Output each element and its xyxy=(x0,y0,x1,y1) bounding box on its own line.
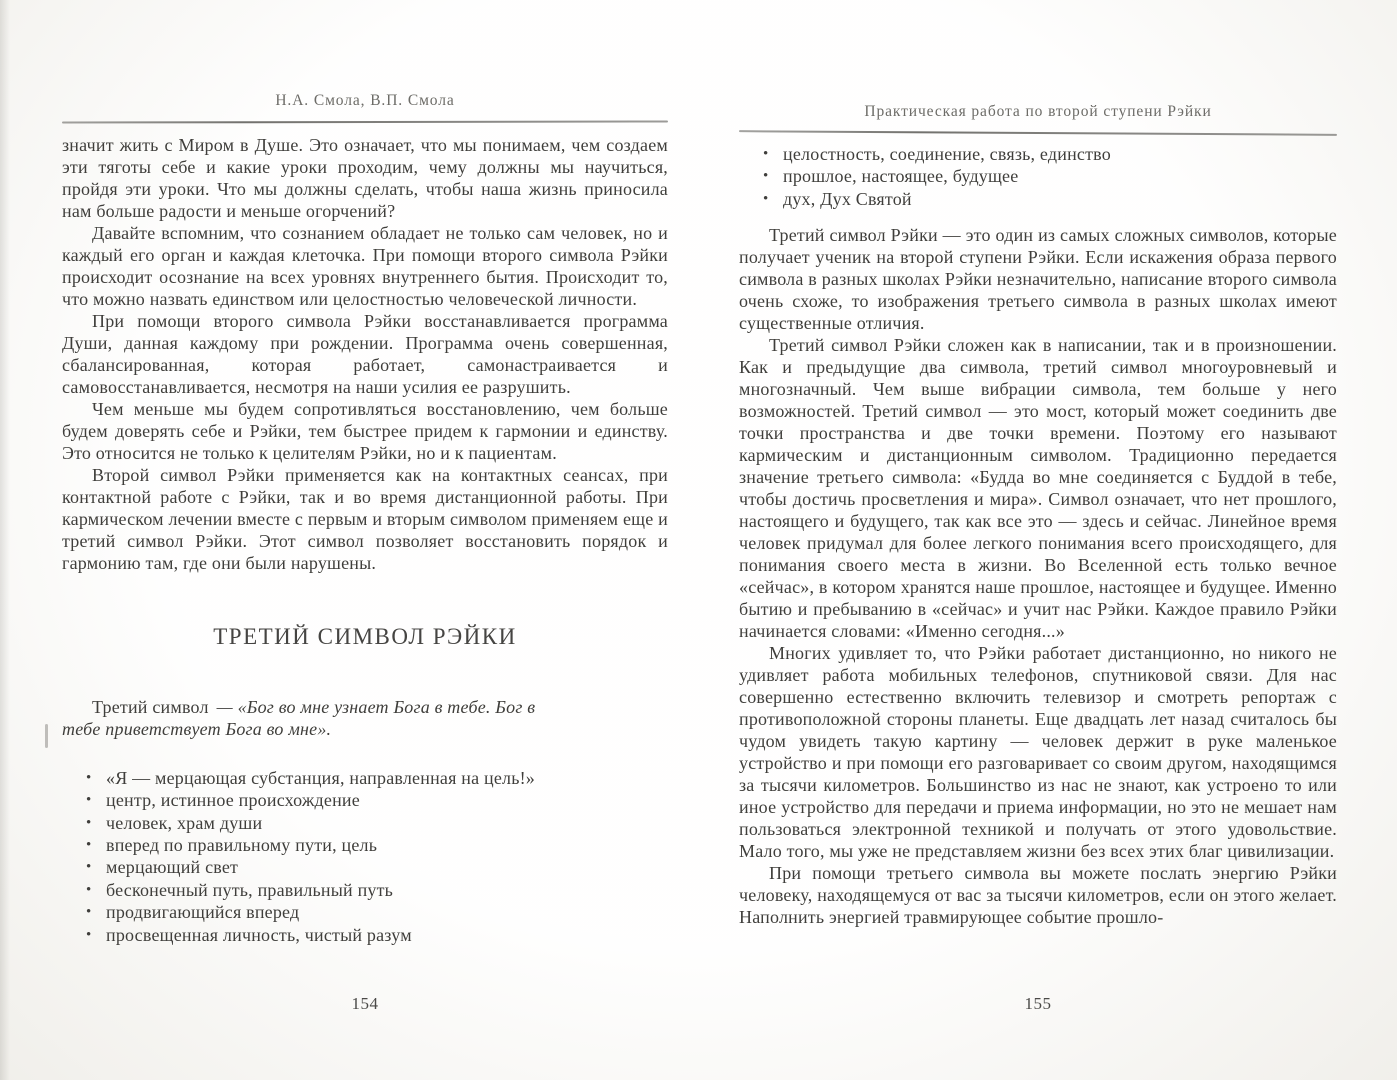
scan-edge-shadow xyxy=(0,0,10,1080)
paragraph: Давайте вспомним, что сознанием обладает не только сам человек, но и каждый его орган и каждая клеточка. При помощи второго символа Рэйки происходит осознание на всех уровнях внутреннего бытия. Происходит то, что можно назвать единством или целостностью человеческой личности. xyxy=(62,223,668,309)
keyword-item: • «Я — мерцающая субстанция, направленная на цель!» xyxy=(62,767,668,789)
keyword-item: • мерцающий свет xyxy=(62,856,668,878)
keyword-item: • вперед по правильному пути, цель xyxy=(62,834,668,856)
paragraph: значит жить с Миром в Душе. Это означает, что мы понимаем, чем создаем эти тяготы себе и какие уроки проходим, чему должны мы научиться, пройдя эти уроки. Что мы должны сделать, чтобы наша жизнь приносила нам больше радости и меньше огорчений? xyxy=(62,135,668,221)
quote-label: Третий символ xyxy=(92,697,209,717)
keyword-item: • целостность, соединение, связь, единство xyxy=(739,143,1337,165)
paragraph: При помощи второго символа Рэйки восстанавливается программа Души, данная каждому при рождении. Программа очень совершенная, сбалансированная, которая работает, самонастраивается и самовосстанавливается, несмотря на наши усилия ее разрушить. xyxy=(62,311,668,397)
left-header-rule xyxy=(62,120,668,123)
section-heading: ТРЕТИЙ СИМВОЛ РЭЙКИ xyxy=(213,624,517,649)
keyword-item: • бесконечный путь, правильный путь xyxy=(62,879,668,901)
right-running-head: Практическая работа по второй ступени Рэйки xyxy=(864,103,1212,120)
keyword-item: • просвещенная личность, чистый разум xyxy=(62,924,668,946)
keyword-item: • человек, храм души xyxy=(62,812,668,834)
right-page xyxy=(739,0,1337,1080)
keyword-list xyxy=(739,143,1337,210)
scan-artifact xyxy=(45,724,48,748)
symbol-quote xyxy=(62,696,567,741)
keyword-item: • продвигающийся вперед xyxy=(62,901,668,923)
keyword-item: • дух, Дух Святой xyxy=(739,188,1337,210)
page-number: 154 xyxy=(351,994,379,1013)
paragraph: Чем меньше мы будем сопротивляться восстановлению, чем больше будем доверять себе и Рэйки, тем быстрее придем к гармонии и единству. Это относится не только к целителям Рэйки, но и к пациентам. xyxy=(62,399,668,463)
left-page xyxy=(62,0,668,1080)
left-running-head: Н.А. Смола, В.П. Смола xyxy=(275,92,455,109)
keyword-item: • прошлое, настоящее, будущее xyxy=(739,165,1337,187)
paragraph: Третий символ Рэйки — это один из самых сложных символов, которые получает ученик на второй ступени Рэйки. Если искажения образа первого символа в разных школах Рэйки незначительно, написание второго символа очень схоже, то изображения третьего символа в разных школах имеют существенные отличия. xyxy=(739,225,1337,334)
right-header-rule xyxy=(739,130,1337,136)
paragraph: Третий символ Рэйки сложен как в написании, так и в произношении. Как и предыдущие два символа, третий символ многоуровневый и многозначный. Чем выше вибрации символа, тем больше у него возможностей. Третий символ — это мост, который может соединить две точки пространства и две точки времени. Поэтому его называют кармическим и дистанционным символом. Традиционно передается значение третьего символа: «Будда во мне соединяется с Буддой в тебе, чтобы достичь просветления и мира». Символ означает, что нет прошлого, настоящего и будущего, так как все это — здесь и сейчас. Линейное время человек придумал для более легкого понимания всего происходящего, для понимания своего места в жизни. Во Вселенной есть только вечное «сейчас», в котором хранятся наше прошлое, настоящее и будущее. Именно бытию и пребыванию в «сейчас» и учит нас Рэйки. Каждое правило Рэйки начинается словами: «Именно сегодня...» xyxy=(739,335,1337,642)
paragraph: Второй символ Рэйки применяется как на контактных сеансах, при контактной работе с Рэйки, так и во время дистанционной работы. При кармическом лечении вместе с первым и вторым символом применяем еще и третий символ Рэйки. Этот символ позволяет восстановить порядок и гармонию там, где они были нарушены. xyxy=(62,465,668,573)
left-body-text xyxy=(62,134,668,574)
keyword-item: • центр, истинное происхождение xyxy=(62,789,668,811)
paragraph: Многих удивляет то, что Рэйки работает дистанционно, но никого не удивляет работа мобильных телефонов, спутниковой связи. Для нас совершенно естественно включить телевизор и смотреть репортаж с противоположной стороны планеты. Еще двадцать лет назад считалось бы чудом увидеть такую картину — человек держит в руке маленькое устройство и при помощи его разговаривает со своим другом, находящимся за тысячи километров. Большинство из нас не знают, как устроено то или иное устройство для передачи и приема информации, но это не мешает нам пользоваться электронной техникой и получать от этого удовольствие. Мало того, мы уже не представляем жизни без всех этих благ цивилизации. xyxy=(739,643,1337,862)
page-number: 155 xyxy=(1024,994,1052,1013)
quote-text: — «Бог во мне узнает Бога в тебе. Бог в тебе приветствует Бога во мне». xyxy=(62,697,536,740)
paragraph: При помощи третьего символа вы можете послать энергию Рэйки человеку, находящемуся от вас за тысячи километров, если он этого желает. Наполнить энергией травмирующее событие прошло- xyxy=(739,863,1337,928)
keyword-list xyxy=(62,767,668,946)
right-body-text xyxy=(739,224,1337,928)
